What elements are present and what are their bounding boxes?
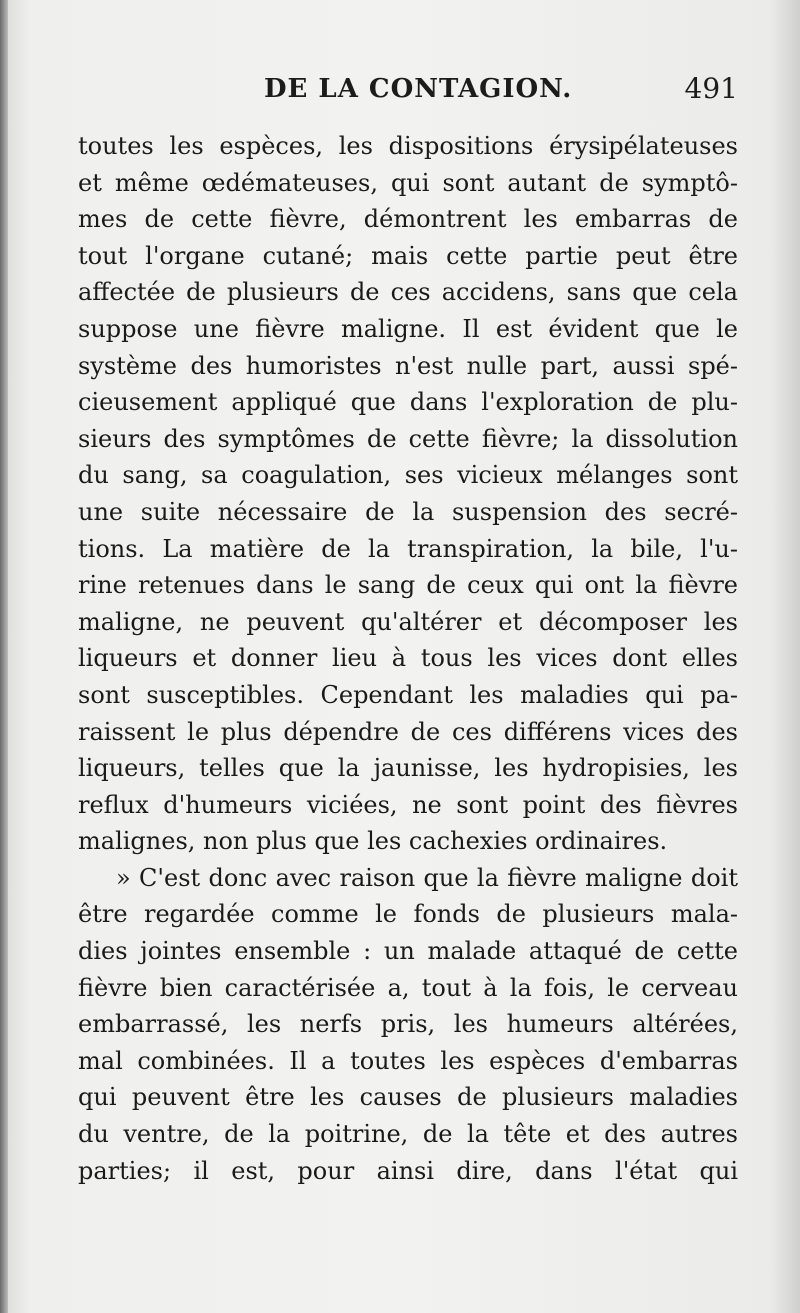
text-line: maligne, ne peuvent qu'altérer et décomposer les	[78, 607, 738, 636]
text-line: affectée de plusieurs de ces accidens, sans que cela	[78, 278, 738, 307]
text-line: liqueurs, telles que la jaunisse, les hydropisies, les	[78, 754, 738, 783]
text-line: embarrassé, les nerfs pris, les humeurs altérées,	[78, 1010, 738, 1039]
text-line: raissent le plus dépendre de ces différens vices des	[78, 717, 738, 746]
text-line: tions. La matière de la transpiration, la bile, l'u-	[78, 534, 738, 563]
text-line: sont susceptibles. Cependant les maladies qui pa-	[78, 680, 738, 709]
text-line: reflux d'humeurs viciées, ne sont point des fièvres	[78, 790, 738, 819]
text-line: dies jointes ensemble : un malade attaqué de cette	[78, 937, 738, 966]
text-line: du sang, sa coagulation, ses vicieux mélanges sont	[78, 461, 738, 490]
text-line: du ventre, de la poitrine, de la tête et des autres	[78, 1120, 738, 1149]
text-line: malignes, non plus que les cachexies ordinaires.	[78, 827, 668, 856]
text-line: sieurs des symptômes de cette fièvre; la dissolution	[78, 424, 738, 453]
text-line: cieusement appliqué que dans l'exploration de plu-	[78, 388, 738, 417]
page-number: 491	[684, 72, 738, 105]
text-line: parties; il est, pour ainsi dire, dans l'état qui	[78, 1156, 738, 1185]
text-line: qui peuvent être les causes de plusieurs maladies	[78, 1083, 738, 1112]
running-title: DE LA CONTAGION.	[264, 74, 573, 104]
text-line: » C'est donc avec raison que la fièvre maligne doit	[116, 863, 738, 892]
text-line: mal combinées. Il a toutes les espèces d'embarras	[78, 1046, 738, 1075]
text-line: mes de cette fièvre, démontrent les embarras de	[78, 205, 738, 234]
text-line: suppose une fièvre maligne. Il est évident que le	[78, 314, 738, 343]
text-line: être regardée comme le fonds de plusieurs mala-	[78, 900, 738, 929]
text-line: toutes les espèces, les dispositions érysipélateuses	[78, 132, 738, 160]
text-line: liqueurs et donner lieu à tous les vices dont elles	[78, 644, 738, 673]
text-line: rine retenues dans le sang de ceux qui ont la fièvre	[78, 571, 738, 600]
text-line: et même œdémateuses, qui sont autant de symptô-	[78, 168, 738, 197]
text-line: système des humoristes n'est nulle part, aussi spé-	[78, 351, 738, 380]
running-head	[78, 74, 738, 118]
body-text	[78, 128, 738, 1189]
text-line: tout l'organe cutané; mais cette partie peut être	[78, 241, 738, 270]
text-line: une suite nécessaire de la suspension des secré-	[78, 497, 738, 526]
page-binding-edge	[0, 0, 8, 1313]
text-line: fièvre bien caractérisée a, tout à la fois, le cerveau	[78, 973, 738, 1002]
